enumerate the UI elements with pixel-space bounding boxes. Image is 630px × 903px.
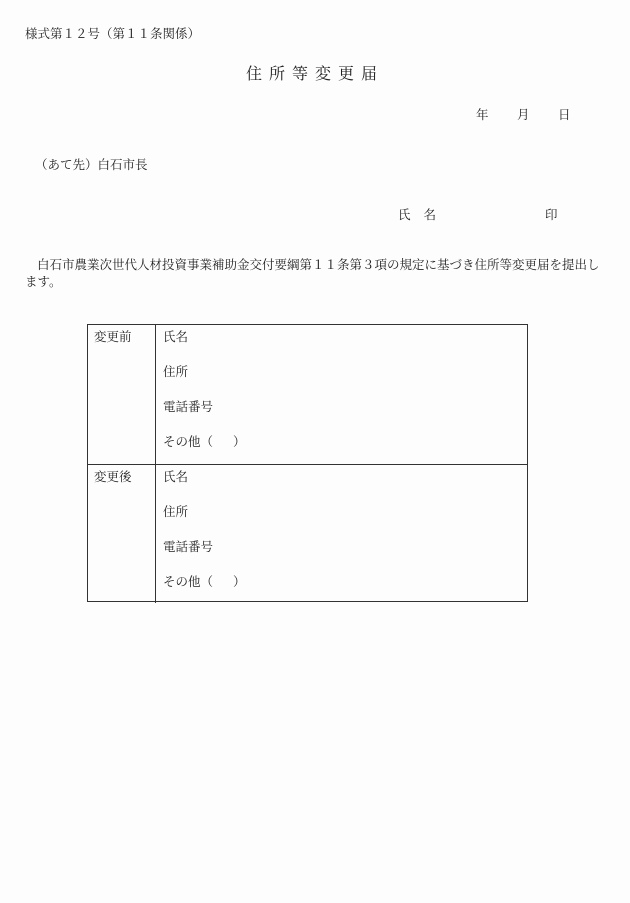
section-before bbox=[88, 325, 527, 464]
field-other-close-before: ） bbox=[233, 434, 246, 449]
field-address-after: 住所 bbox=[163, 504, 189, 519]
form-number: 様式第１２号（第１１条関係） bbox=[25, 26, 201, 41]
column-divider bbox=[155, 465, 156, 603]
field-other-label-after: その他（ bbox=[163, 574, 214, 589]
section-label-before: 変更前 bbox=[94, 329, 132, 344]
field-phone-before: 電話番号 bbox=[163, 399, 214, 414]
seal-mark: 印 bbox=[545, 207, 558, 222]
field-name-after: 氏名 bbox=[163, 469, 189, 484]
addressee: （あて先）白石市長 bbox=[35, 157, 148, 172]
section-label-after: 変更後 bbox=[94, 469, 132, 484]
body-text: 白石市農業次世代人材投資事業補助金交付要綱第１１条第３項の規定に基づき住所等変更届を提出します。 bbox=[25, 257, 600, 289]
date-month: 月 bbox=[517, 107, 530, 122]
signature-line bbox=[398, 205, 558, 223]
section-after bbox=[88, 464, 527, 603]
date-day: 日 bbox=[558, 107, 571, 122]
date-year: 年 bbox=[476, 107, 489, 122]
field-other-before bbox=[163, 432, 246, 450]
date-line bbox=[476, 105, 571, 123]
field-other-label-before: その他（ bbox=[163, 434, 214, 449]
field-address-before: 住所 bbox=[163, 364, 189, 379]
field-other-after bbox=[163, 572, 246, 590]
field-name-before: 氏名 bbox=[163, 329, 189, 344]
change-table bbox=[87, 324, 528, 602]
signature-name-label: 氏名 bbox=[398, 207, 450, 222]
column-divider bbox=[155, 325, 156, 464]
field-phone-after: 電話番号 bbox=[163, 539, 214, 554]
field-other-close-after: ） bbox=[233, 574, 246, 589]
document-title: 住所等変更届 bbox=[245, 64, 384, 83]
